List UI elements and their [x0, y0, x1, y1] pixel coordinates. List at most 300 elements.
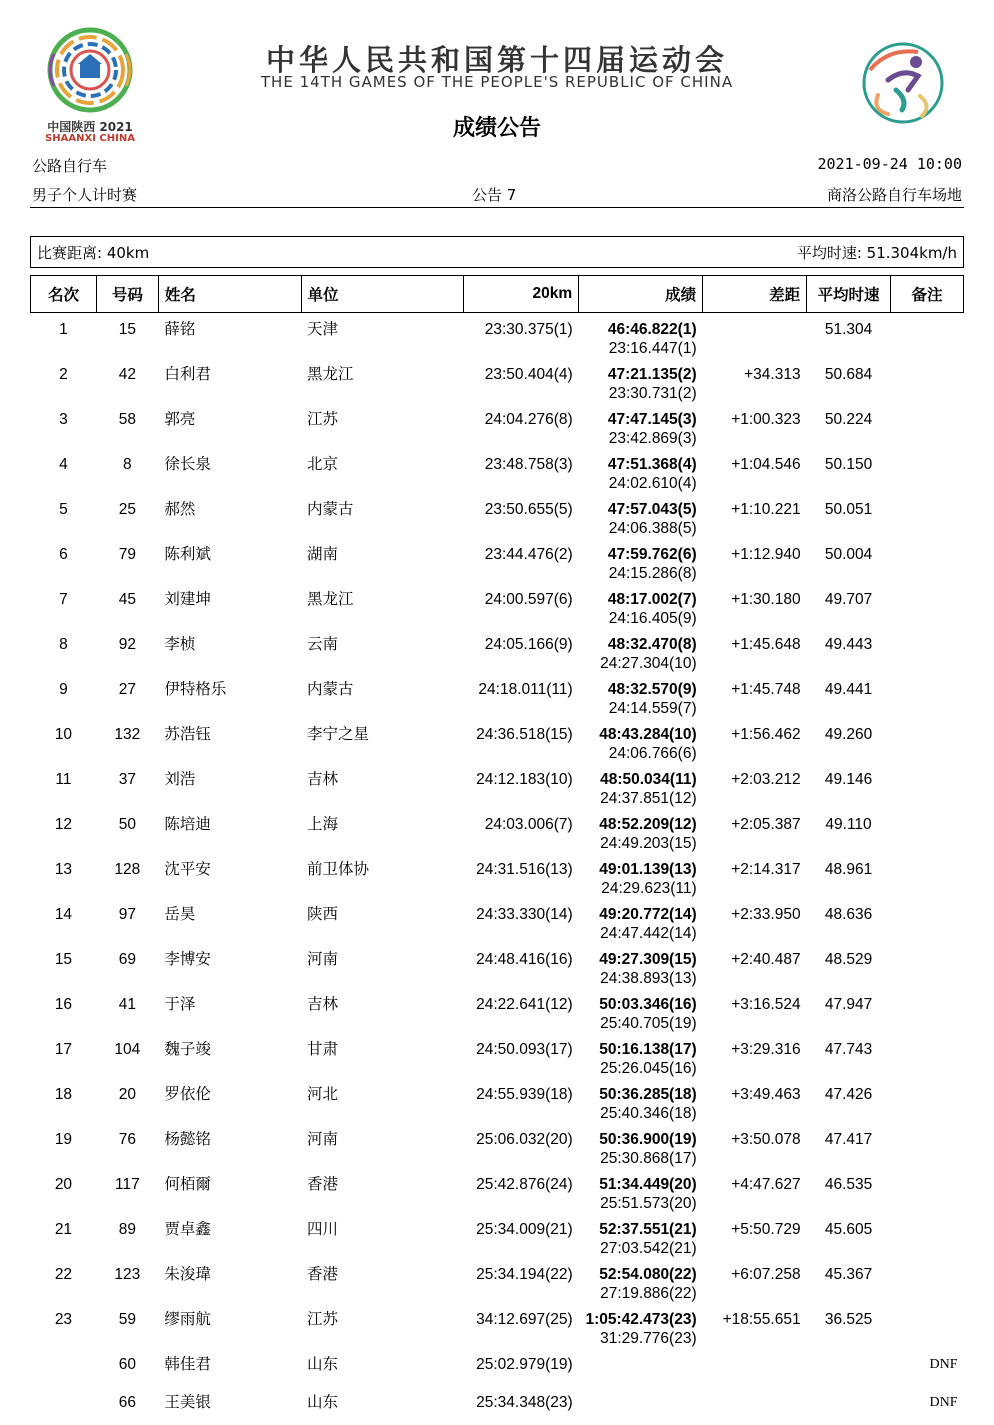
result-cell — [579, 493, 703, 538]
gap-cell: +1:12.940 — [731, 546, 801, 563]
rank-cell: 5 — [59, 501, 68, 518]
second-half-time: 24:15.286(8) — [608, 565, 697, 582]
header-bib: 号码 — [96, 276, 158, 313]
note-cell — [891, 898, 964, 943]
athlete-name-cell: 陈培迪 — [164, 815, 211, 833]
speed-cell: 45.605 — [824, 1221, 873, 1238]
athlete-name-cell: 徐长泉 — [164, 455, 211, 473]
gap-cell: +18:55.651 — [722, 1311, 801, 1328]
rank-cell: 8 — [59, 636, 68, 653]
speed-cell: 49.110 — [825, 816, 872, 833]
result-cell — [579, 808, 703, 853]
table-row — [31, 493, 964, 538]
note-cell — [891, 673, 964, 718]
final-time: 48:43.284(10) — [599, 726, 697, 743]
team-cell: 江苏 — [307, 1310, 339, 1328]
bib-cell: 59 — [118, 1311, 136, 1328]
speed-cell: 49.707 — [824, 591, 873, 608]
note-cell — [891, 493, 964, 538]
bib-cell: 15 — [118, 321, 136, 338]
rank-cell: 18 — [54, 1086, 73, 1103]
gap-cell: +1:10.221 — [731, 501, 801, 518]
second-half-time: 27:19.886(22) — [600, 1285, 697, 1302]
rank-cell: 19 — [54, 1131, 73, 1148]
gap-cell: +34.313 — [744, 366, 801, 383]
result-cell — [579, 853, 703, 898]
emblem-text-en: SHAANXI CHINA — [45, 133, 135, 144]
split-20km-cell: 24:36.518(15) — [476, 726, 573, 743]
split-20km-cell: 25:34.348(23) — [476, 1394, 573, 1412]
rank-cell: 7 — [59, 591, 68, 608]
result-cell — [579, 313, 703, 359]
bib-cell: 60 — [118, 1356, 136, 1373]
athlete-name-cell: 刘浩 — [164, 770, 196, 788]
second-half-time: 24:06.766(6) — [608, 745, 697, 762]
team-cell: 吉林 — [307, 995, 339, 1013]
final-time: 51:34.449(20) — [599, 1176, 697, 1193]
bib-cell: 8 — [123, 456, 132, 473]
table-row — [31, 718, 964, 763]
team-cell: 上海 — [307, 815, 339, 833]
table-header-row — [31, 276, 964, 313]
speed-cell: 50.224 — [824, 411, 873, 428]
athlete-name-cell: 白利君 — [164, 365, 211, 383]
table-row — [31, 628, 964, 673]
result-cell — [579, 538, 703, 583]
athlete-name-cell: 岳昊 — [164, 905, 196, 923]
result-cell — [579, 1123, 703, 1168]
table-row — [31, 1078, 964, 1123]
athlete-name-cell: 缪雨航 — [164, 1310, 211, 1328]
final-time: 48:32.570(9) — [607, 681, 697, 698]
header-note: 备注 — [891, 276, 964, 313]
speed-cell: 48.529 — [824, 951, 873, 968]
bib-cell: 58 — [118, 411, 136, 428]
header-team: 单位 — [301, 276, 464, 313]
team-cell: 香港 — [307, 1265, 339, 1283]
table-row — [31, 808, 964, 853]
gap-cell — [703, 313, 807, 359]
result-cell — [579, 1348, 703, 1386]
gap-cell: +2:14.317 — [731, 861, 801, 878]
speed-cell: 49.441 — [824, 681, 873, 698]
rank-cell: 1 — [59, 321, 68, 338]
split-20km-cell: 23:30.375(1) — [484, 321, 573, 338]
speed-cell: 50.004 — [824, 546, 873, 563]
athlete-name-cell: 薛铭 — [164, 320, 196, 338]
table-row — [31, 1123, 964, 1168]
bib-cell: 66 — [118, 1394, 136, 1412]
split-20km-cell: 24:12.183(10) — [476, 771, 573, 788]
note-cell — [891, 763, 964, 808]
table-row — [31, 1168, 964, 1213]
second-half-time: 25:30.868(17) — [600, 1150, 697, 1167]
rank-cell: 3 — [59, 411, 68, 428]
split-20km-cell: 25:34.009(21) — [476, 1221, 573, 1238]
note-cell: DNF — [929, 1357, 958, 1372]
note-cell — [891, 1258, 964, 1303]
rank-cell: 10 — [54, 726, 73, 743]
speed-cell: 48.636 — [824, 906, 873, 923]
second-half-time: 23:42.869(3) — [608, 430, 697, 447]
note-cell — [891, 1033, 964, 1078]
rank-cell: 17 — [54, 1041, 73, 1058]
second-half-time: 31:29.776(23) — [600, 1330, 697, 1347]
document-title: 成绩公告 — [452, 116, 541, 141]
table-row — [31, 358, 964, 403]
second-half-time: 24:49.203(15) — [600, 835, 697, 852]
note-cell — [891, 448, 964, 493]
table-row — [31, 1348, 964, 1386]
team-cell: 江苏 — [307, 410, 339, 428]
split-20km-cell: 24:00.597(6) — [484, 591, 573, 608]
athlete-name-cell: 陈利斌 — [164, 545, 211, 563]
games-title-cn: 中华人民共和国第十四届运动会 — [265, 43, 728, 77]
result-cell — [579, 1033, 703, 1078]
rank-cell — [31, 1348, 97, 1386]
bib-cell: 27 — [118, 681, 136, 698]
second-half-time: 27:03.542(21) — [600, 1240, 697, 1257]
athlete-name-cell: 郭亮 — [164, 410, 196, 428]
athlete-name-cell: 沈平安 — [164, 860, 211, 878]
gap-cell: +1:30.180 — [731, 591, 801, 608]
second-half-time: 23:16.447(1) — [608, 340, 697, 357]
result-cell — [579, 988, 703, 1033]
result-cell — [579, 403, 703, 448]
team-cell: 云南 — [307, 635, 339, 653]
final-time: 50:36.285(18) — [599, 1086, 697, 1103]
second-half-time: 24:02.610(4) — [608, 475, 697, 492]
athlete-name-cell: 李桢 — [164, 635, 196, 653]
team-cell: 黑龙江 — [307, 590, 354, 608]
team-cell: 香港 — [307, 1175, 339, 1193]
team-cell: 湖南 — [307, 545, 339, 563]
gap-cell: +6:07.258 — [731, 1266, 801, 1283]
gap-cell: +2:40.487 — [731, 951, 801, 968]
table-row — [31, 763, 964, 808]
table-row — [31, 313, 964, 359]
second-half-time: 24:47.442(14) — [600, 925, 697, 942]
result-cell — [579, 1213, 703, 1258]
header-name: 姓名 — [158, 276, 301, 313]
result-cell — [579, 1168, 703, 1213]
final-time: 48:17.002(7) — [607, 591, 697, 608]
venue-name: 商洛公路自行车场地 — [826, 186, 962, 204]
bib-cell: 132 — [114, 726, 141, 743]
split-20km-cell: 24:04.276(8) — [484, 411, 573, 428]
sport-name: 公路自行车 — [32, 157, 108, 175]
final-time: 48:32.470(8) — [607, 636, 697, 653]
speed-cell: 47.743 — [824, 1041, 873, 1058]
bib-cell: 41 — [118, 996, 136, 1013]
note-cell — [891, 358, 964, 403]
bib-cell: 20 — [118, 1086, 136, 1103]
team-cell: 内蒙古 — [307, 680, 354, 698]
team-cell: 山东 — [307, 1355, 339, 1373]
team-cell: 河南 — [307, 1130, 339, 1148]
bib-cell: 76 — [118, 1131, 136, 1148]
result-cell — [579, 628, 703, 673]
final-time: 49:01.139(13) — [599, 861, 697, 878]
split-20km-cell: 24:22.641(12) — [476, 996, 573, 1013]
race-distance: 比赛距离: 40km — [37, 244, 150, 262]
team-cell: 黑龙江 — [307, 365, 354, 383]
speed-cell: 50.150 — [824, 456, 873, 473]
table-row — [31, 448, 964, 493]
table-row — [31, 988, 964, 1033]
second-half-time: 25:26.045(16) — [600, 1060, 697, 1077]
athlete-name-cell: 郝然 — [164, 500, 196, 518]
rank-cell: 16 — [54, 996, 73, 1013]
rank-cell: 4 — [59, 456, 68, 473]
split-20km-cell: 24:03.006(7) — [484, 816, 573, 833]
split-20km-cell: 25:42.876(24) — [476, 1176, 573, 1193]
bib-cell: 92 — [118, 636, 136, 653]
header-speed: 平均时速 — [807, 276, 891, 313]
speed-cell: 36.525 — [824, 1311, 873, 1328]
bib-cell: 37 — [118, 771, 136, 788]
gap-cell: +1:45.748 — [731, 681, 801, 698]
gap-cell: +2:33.950 — [731, 906, 801, 923]
team-cell: 前卫体协 — [307, 860, 370, 878]
split-20km-cell: 34:12.697(25) — [476, 1311, 573, 1328]
final-time: 52:37.551(21) — [599, 1221, 697, 1238]
table-row — [31, 1033, 964, 1078]
split-20km-cell: 25:06.032(20) — [476, 1131, 573, 1148]
final-time: 47:51.368(4) — [607, 456, 697, 473]
race-info-box — [30, 236, 964, 268]
table-row — [31, 538, 964, 583]
note-cell — [891, 1168, 964, 1213]
rank-cell: 20 — [54, 1176, 73, 1193]
note-cell — [891, 1213, 964, 1258]
result-cell — [579, 1078, 703, 1123]
speed-cell: 49.260 — [824, 726, 873, 743]
bib-cell: 79 — [118, 546, 136, 563]
speed-cell — [807, 1386, 891, 1424]
split-20km-cell: 23:48.758(3) — [484, 456, 573, 473]
table-row — [31, 583, 964, 628]
team-cell: 李宁之星 — [307, 725, 370, 743]
result-cell — [579, 358, 703, 403]
header-result: 成绩 — [579, 276, 703, 313]
note-cell — [891, 988, 964, 1033]
rank-cell: 21 — [54, 1221, 73, 1238]
gap-cell — [703, 1348, 807, 1386]
rank-cell: 2 — [59, 366, 68, 383]
athlete-name-cell: 何栢爾 — [164, 1175, 211, 1193]
rank-cell: 12 — [54, 816, 73, 833]
note-cell — [891, 583, 964, 628]
speed-cell: 47.417 — [824, 1131, 873, 1148]
table-row — [31, 1213, 964, 1258]
athlete-name-cell: 李博安 — [164, 950, 211, 968]
second-half-time: 24:14.559(7) — [608, 700, 697, 717]
speed-cell: 50.684 — [824, 366, 873, 383]
athlete-name-cell: 刘建坤 — [164, 590, 211, 608]
split-20km-cell: 23:50.655(5) — [484, 501, 573, 518]
athlete-name-cell: 于泽 — [164, 995, 196, 1013]
final-time: 47:59.762(6) — [607, 546, 697, 563]
rank-cell: 6 — [59, 546, 68, 563]
header-split: 20km — [464, 276, 579, 313]
result-cell — [579, 448, 703, 493]
second-half-time: 25:40.346(18) — [600, 1105, 697, 1122]
second-half-time: 24:29.623(11) — [601, 880, 697, 897]
gap-cell: +1:45.648 — [731, 636, 801, 653]
split-20km-cell: 24:48.416(16) — [476, 951, 573, 968]
result-cell — [579, 898, 703, 943]
speed-cell: 51.304 — [824, 321, 873, 338]
bib-cell: 128 — [114, 861, 141, 878]
split-20km-cell: 23:50.404(4) — [484, 366, 573, 383]
split-20km-cell: 24:50.093(17) — [476, 1041, 573, 1058]
speed-cell: 46.535 — [824, 1176, 873, 1193]
second-half-time: 24:06.388(5) — [608, 520, 697, 537]
final-time: 49:27.309(15) — [599, 951, 697, 968]
gap-cell: +3:49.463 — [731, 1086, 801, 1103]
final-time: 47:47.145(3) — [607, 411, 697, 428]
second-half-time: 24:38.893(13) — [600, 970, 697, 987]
header-divider — [30, 207, 964, 208]
final-time: 52:54.080(22) — [599, 1266, 697, 1283]
athlete-name-cell: 韩佳君 — [164, 1355, 211, 1373]
speed-cell: 45.367 — [824, 1266, 873, 1283]
athlete-name-cell: 魏子竣 — [164, 1040, 211, 1058]
bib-cell: 89 — [118, 1221, 136, 1238]
result-cell — [579, 673, 703, 718]
athlete-name-cell: 杨懿铭 — [164, 1130, 211, 1148]
team-cell: 天津 — [307, 320, 339, 338]
team-cell: 内蒙古 — [307, 500, 354, 518]
note-cell — [891, 1078, 964, 1123]
rank-cell: 11 — [55, 771, 72, 788]
rank-cell — [31, 1386, 97, 1424]
table-row — [31, 1386, 964, 1424]
report-datetime: 2021-09-24 10:00 — [817, 155, 962, 173]
team-cell: 河北 — [307, 1085, 339, 1103]
bib-cell: 42 — [118, 366, 136, 383]
second-half-time: 25:51.573(20) — [600, 1195, 697, 1212]
table-row — [31, 673, 964, 718]
note-cell — [891, 718, 964, 763]
rank-cell: 13 — [54, 861, 73, 878]
header-gap: 差距 — [703, 276, 807, 313]
final-time: 50:16.138(17) — [599, 1041, 697, 1058]
table-row — [31, 403, 964, 448]
final-time: 50:03.346(16) — [599, 996, 697, 1013]
bib-cell: 45 — [118, 591, 136, 608]
header-rank: 名次 — [31, 276, 97, 313]
speed-cell: 49.146 — [824, 771, 873, 788]
rank-cell: 9 — [59, 681, 68, 698]
final-time: 48:52.209(12) — [599, 816, 697, 833]
split-20km-cell: 25:02.979(19) — [476, 1356, 573, 1373]
bulletin-number: 公告 7 — [472, 186, 517, 204]
split-20km-cell: 25:34.194(22) — [476, 1266, 573, 1283]
result-cell — [579, 763, 703, 808]
note-cell — [891, 403, 964, 448]
athlete-name-cell: 罗依伦 — [164, 1085, 211, 1103]
table-row — [31, 1258, 964, 1303]
final-time: 46:46.822(1) — [607, 321, 697, 338]
note-cell: DNF — [929, 1395, 958, 1411]
note-cell — [891, 1123, 964, 1168]
team-cell: 陕西 — [307, 905, 339, 923]
team-cell: 北京 — [307, 455, 339, 473]
table-row — [31, 853, 964, 898]
team-cell: 河南 — [307, 950, 339, 968]
athlete-name-cell: 贾卓鑫 — [164, 1220, 211, 1238]
gap-cell: +5:50.729 — [731, 1221, 801, 1238]
athlete-name-cell: 王美银 — [164, 1393, 211, 1412]
result-cell — [579, 1303, 703, 1348]
rank-cell: 14 — [54, 906, 73, 923]
note-cell — [891, 313, 964, 359]
gap-cell — [703, 1386, 807, 1424]
split-20km-cell: 24:31.516(13) — [476, 861, 573, 878]
emblem-text-cn: 中国陕西 2021 — [47, 120, 133, 134]
speed-cell: 49.443 — [824, 636, 873, 653]
athlete-name-cell: 伊特格乐 — [164, 680, 227, 698]
second-half-time: 25:40.705(19) — [600, 1015, 697, 1032]
team-cell: 甘肃 — [307, 1040, 339, 1058]
gap-cell: +1:56.462 — [731, 726, 801, 743]
gap-cell: +3:29.316 — [731, 1041, 801, 1058]
rank-cell: 22 — [54, 1266, 73, 1283]
speed-cell: 47.947 — [824, 996, 873, 1013]
final-time: 49:20.772(14) — [599, 906, 697, 923]
note-cell — [891, 628, 964, 673]
result-cell — [579, 1386, 703, 1424]
athlete-name-cell: 朱浚瑋 — [164, 1265, 211, 1283]
result-cell — [579, 943, 703, 988]
note-cell — [891, 1303, 964, 1348]
final-time: 47:57.043(5) — [607, 501, 697, 518]
split-20km-cell: 24:05.166(9) — [484, 636, 573, 653]
result-cell — [579, 1258, 703, 1303]
games-title-en: THE 14TH GAMES OF THE PEOPLE'S REPUBLIC OF CHINA — [260, 73, 734, 91]
bib-cell: 97 — [118, 906, 136, 923]
final-time: 1:05:42.473(23) — [585, 1311, 697, 1328]
table-row — [31, 1303, 964, 1348]
second-half-time: 24:37.851(12) — [600, 790, 697, 807]
note-cell — [891, 538, 964, 583]
gap-cell: +1:00.323 — [731, 411, 801, 428]
bib-cell: 25 — [118, 501, 136, 518]
average-speed: 平均时速: 51.304km/h — [796, 244, 957, 262]
bib-cell: 104 — [114, 1041, 141, 1058]
second-half-time: 24:27.304(10) — [600, 655, 697, 672]
gap-cell: +3:50.078 — [731, 1131, 801, 1148]
results-table — [30, 275, 964, 1425]
split-20km-cell: 24:33.330(14) — [476, 906, 573, 923]
bib-cell: 50 — [118, 816, 136, 833]
result-cell — [579, 583, 703, 628]
final-time: 50:36.900(19) — [599, 1131, 697, 1148]
gap-cell: +2:03.212 — [731, 771, 801, 788]
speed-cell: 50.051 — [824, 501, 873, 518]
team-cell: 山东 — [307, 1393, 339, 1412]
second-half-time: 24:16.405(9) — [608, 610, 697, 627]
bib-cell: 123 — [114, 1266, 141, 1283]
second-half-time: 23:30.731(2) — [608, 385, 697, 402]
team-cell: 吉林 — [307, 770, 339, 788]
final-time: 47:21.135(2) — [607, 366, 697, 383]
split-20km-cell: 24:18.011(11) — [478, 681, 573, 698]
split-20km-cell: 23:44.476(2) — [484, 546, 573, 563]
speed-cell: 47.426 — [824, 1086, 873, 1103]
